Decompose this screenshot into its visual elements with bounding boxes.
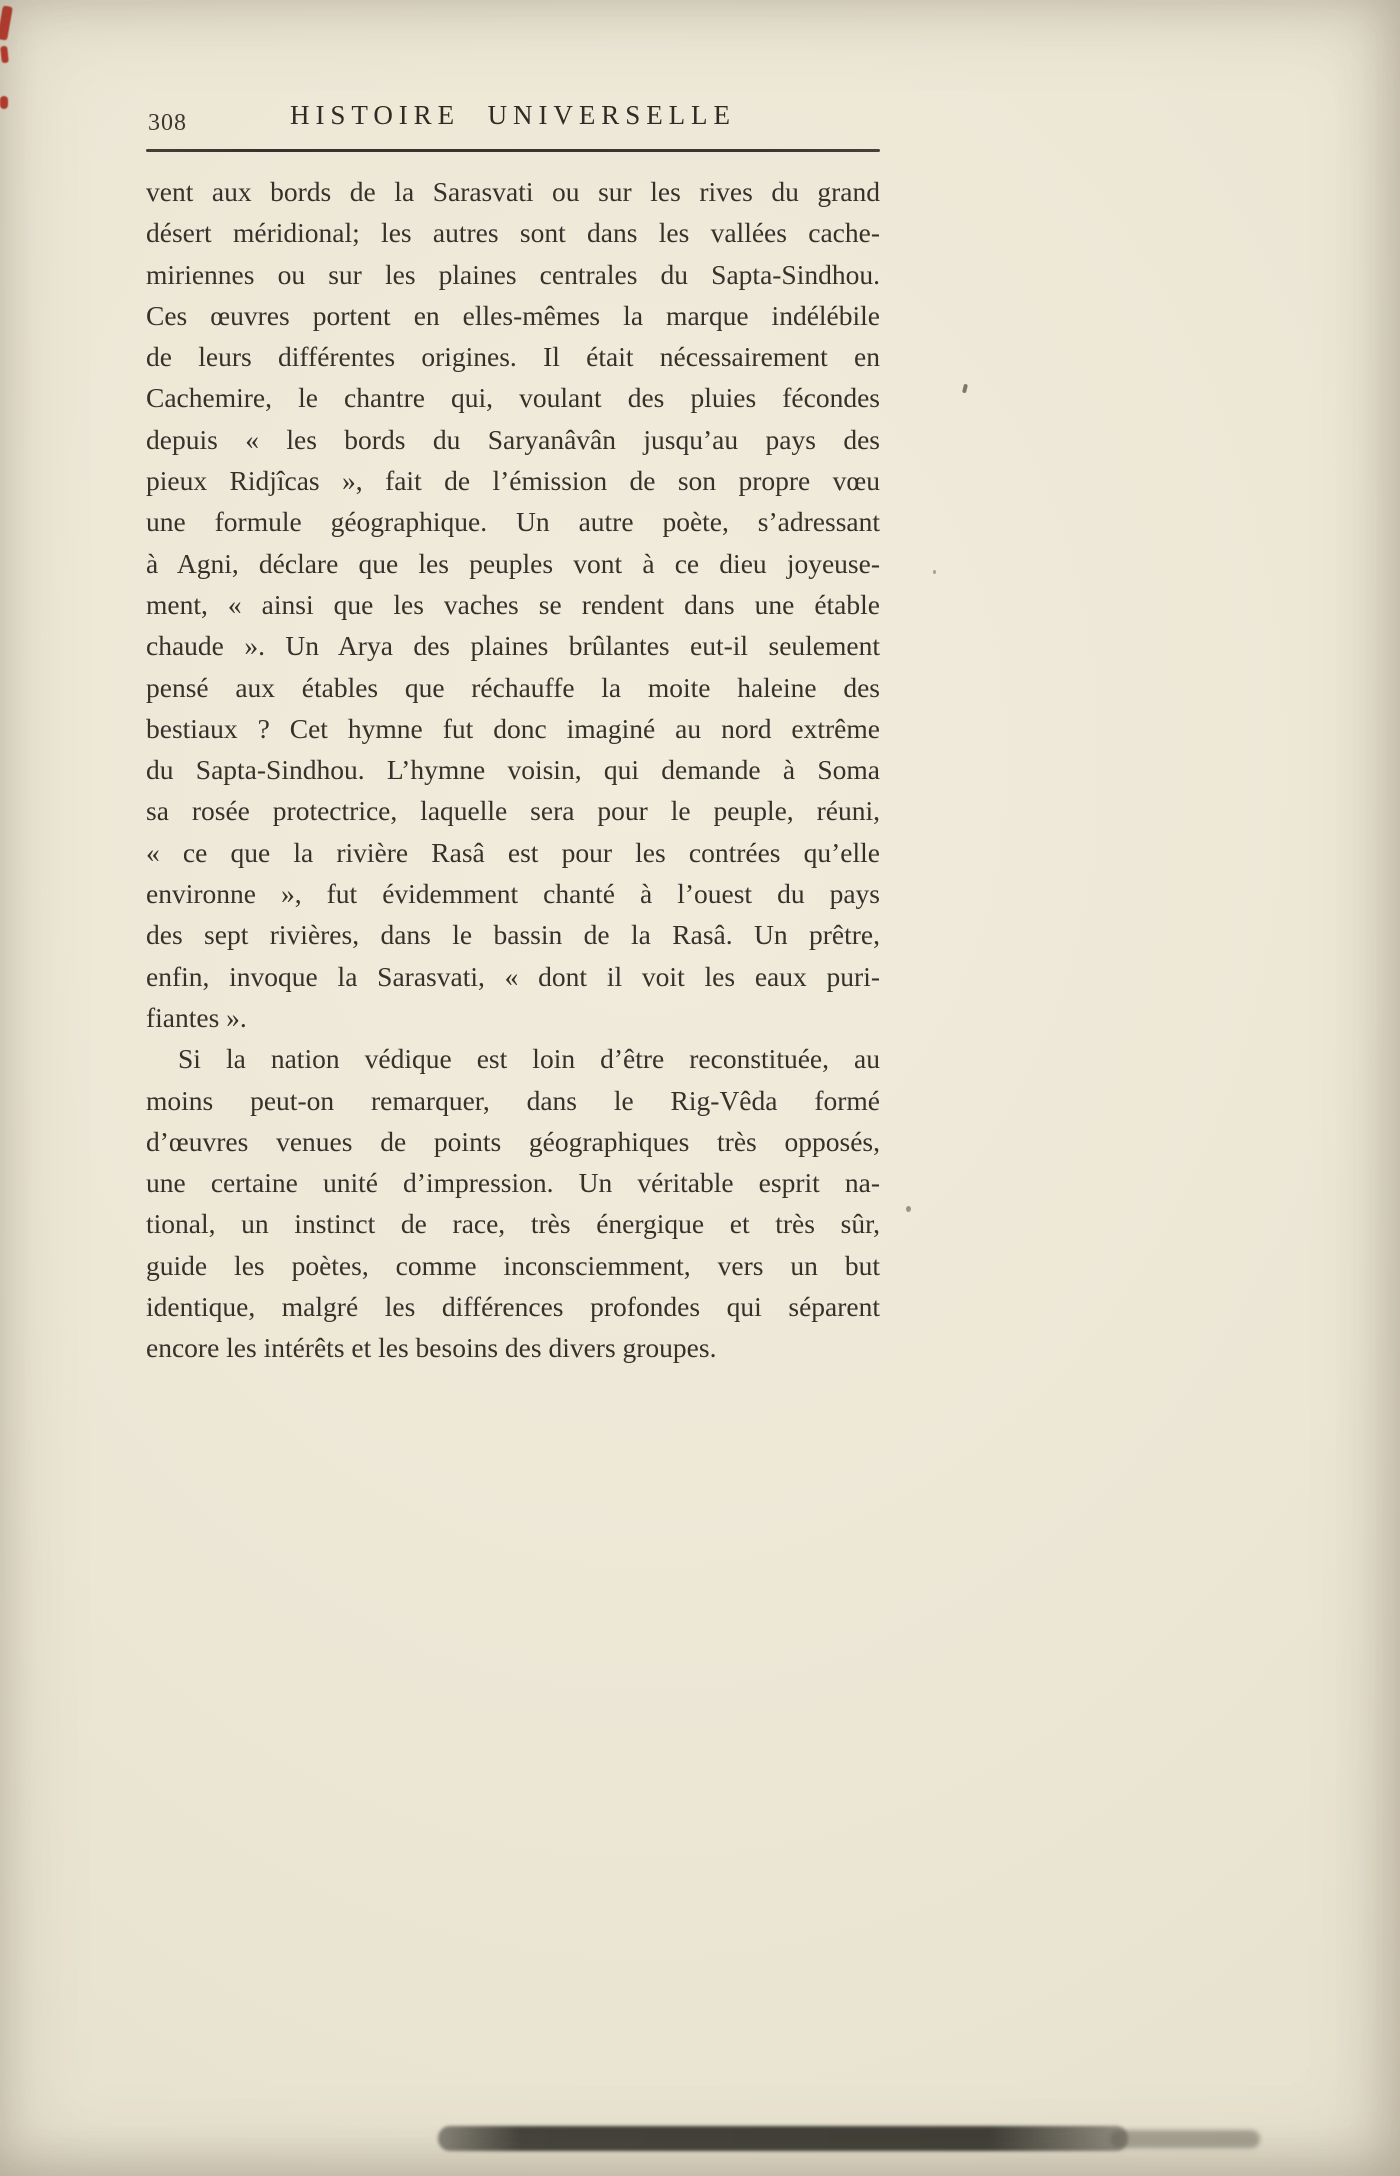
text-line: chaude ». Un Arya des plaines brûlantes eut-il seulement — [146, 630, 880, 662]
text-line: de leurs différentes origines. Il était nécessairement en — [146, 341, 880, 373]
text-line: depuis « les bords du Saryanâvân jusqu’au pays des — [146, 423, 880, 455]
text-line: des sept rivières, dans le bassin de la Rasâ. Un prêtre, — [146, 919, 880, 951]
text-line: à Agni, déclare que les peuples vont à ce dieu joyeuse- — [146, 547, 880, 579]
running-title: HISTOIRE UNIVERSELLE — [290, 100, 736, 130]
text-line: désert méridional; les autres sont dans les vallées cache- — [146, 217, 880, 249]
text-line: pensé aux étables que réchauffe la moite haleine des — [146, 671, 880, 703]
text-line: Ces œuvres portent en elles-mêmes la marque indélébile — [146, 299, 880, 331]
text-line: « ce que la rivière Rasâ est pour les contrées qu’elle — [146, 836, 880, 868]
text-line: moins peut-on remarquer, dans le Rig-Vêda formé — [146, 1084, 880, 1116]
scan-speck — [933, 570, 936, 574]
text-line: bestiaux ? Cet hymne fut donc imaginé au nord extrême — [146, 712, 880, 744]
text-line: d’œuvres venues de points géographiques très opposés, — [146, 1125, 880, 1157]
page-number: 308 — [148, 110, 187, 136]
text-line: du Sapta-Sindhou. L’hymne voisin, qui demande à Soma — [146, 754, 880, 786]
text-line: sa rosée protectrice, laquelle sera pour le peuple, réuni, — [146, 795, 880, 827]
text-line: identique, malgré les différences profondes qui séparent — [146, 1291, 880, 1323]
text-line: tional, un instinct de race, très énergique et très sûr, — [146, 1208, 880, 1240]
text-line: enfin, invoque la Sarasvati, « dont il voit les eaux puri- — [146, 960, 880, 992]
text-line: encore les intérêts et les besoins des divers groupes. — [146, 1332, 717, 1364]
paragraph — [146, 171, 880, 1038]
scan-speck — [962, 384, 968, 394]
text-line: environne », fut évidemment chanté à l’ouest du pays — [146, 878, 880, 910]
text-line: miriennes ou sur les plaines centrales du Sapta-Sindhou. — [146, 258, 880, 290]
text-line: fiantes ». — [146, 1001, 247, 1033]
text-line: Cachemire, le chantre qui, voulant des pluies fécondes — [146, 382, 880, 414]
scan-smudge — [438, 2126, 1128, 2151]
header-rule — [146, 149, 880, 152]
text-line: guide les poètes, comme inconsciemment, vers un but — [146, 1249, 880, 1281]
text-line: ment, « ainsi que les vaches se rendent dans une étable — [146, 588, 880, 620]
page-header — [146, 100, 880, 136]
text-line: Si la nation védique est loin d’être reconstituée, au — [178, 1043, 880, 1075]
text-line: une formule géographique. Un autre poète, s’adressant — [146, 506, 880, 538]
red-ink-edge-mark — [0, 46, 9, 64]
paragraph — [146, 1038, 880, 1368]
text-line: vent aux bords de la Sarasvati ou sur les rives du grand — [146, 176, 880, 207]
red-ink-edge-mark — [0, 96, 8, 109]
red-ink-edge-mark — [0, 5, 13, 40]
text-line: une certaine unité d’impression. Un véritable esprit na- — [146, 1167, 880, 1199]
scan-speck — [906, 1206, 911, 1212]
page-text — [146, 171, 880, 1369]
scan-smudge — [1110, 2130, 1260, 2148]
text-line: pieux Ridjîcas », fait de l’émission de son propre vœu — [146, 465, 880, 497]
page-content — [146, 100, 880, 1369]
